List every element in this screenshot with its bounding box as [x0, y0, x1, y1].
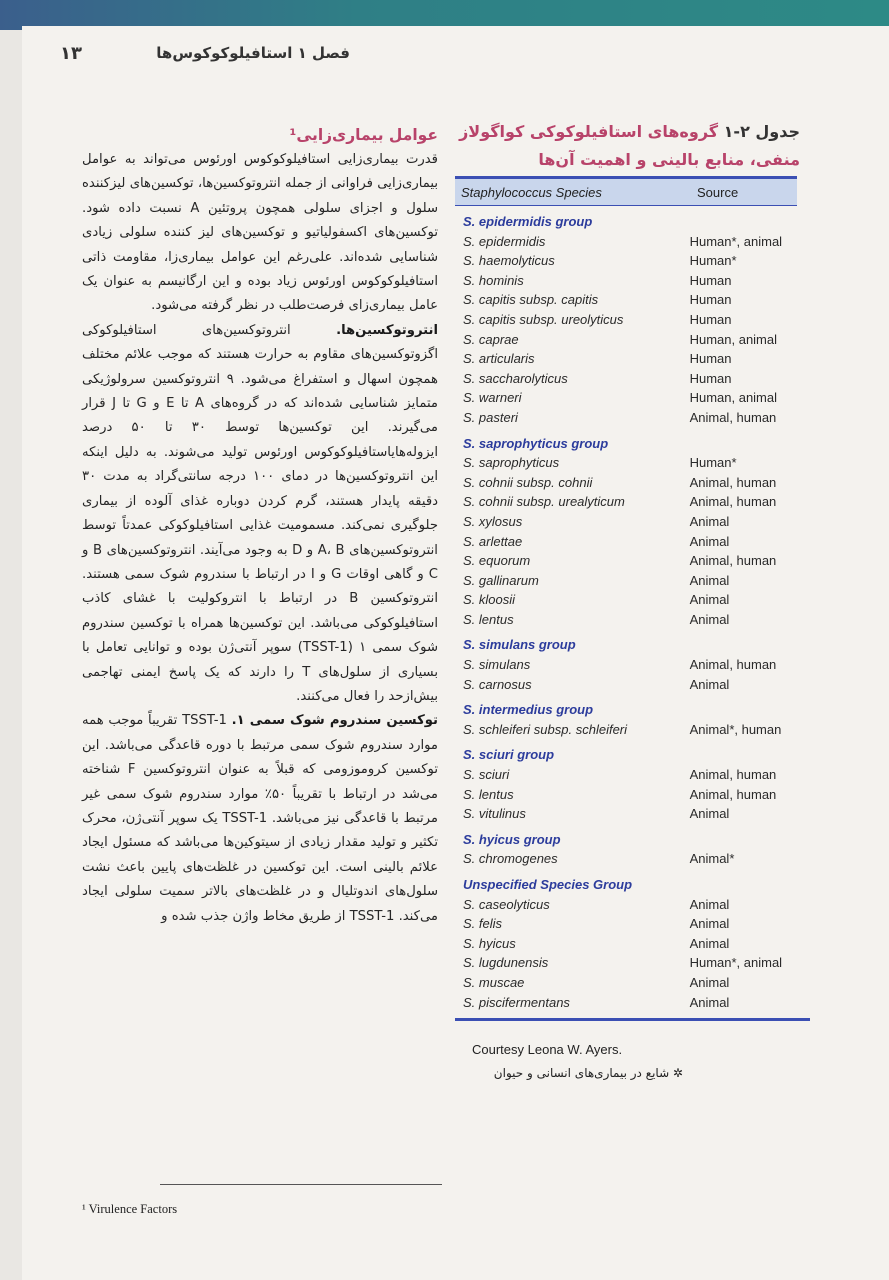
species-source: Animal, human: [689, 786, 777, 802]
species-source: Animal: [689, 572, 730, 588]
table-row: [455, 492, 797, 512]
species-name: S. saprophyticus: [463, 455, 560, 471]
table-row: [455, 232, 797, 252]
species-source: Animal: [689, 994, 730, 1010]
table-row: [455, 408, 797, 428]
species-source: Animal*: [689, 851, 735, 867]
species-name: S. capitis subsp. capitis: [463, 292, 599, 308]
paragraph-2-lead: انتروتوکسین‌ها.: [336, 322, 438, 338]
species-group-heading: Unspecified Species Group: [463, 877, 633, 892]
table-row: [455, 551, 797, 571]
species-source: Animal, human: [689, 767, 777, 783]
table-row: [455, 953, 797, 973]
species-source: Animal: [689, 513, 730, 529]
species-name: S. kloosii: [463, 592, 516, 608]
footnote-rule: [160, 1184, 442, 1185]
species-source: Animal: [689, 935, 730, 951]
species-source: Human: [689, 272, 732, 288]
species-name: S. chromogenes: [463, 851, 558, 867]
table-number: جدول ۲-۱: [723, 122, 800, 141]
table-header: [455, 179, 797, 205]
species-name: S. arlettae: [463, 533, 523, 549]
footnote: ¹ Virulence Factors: [82, 1202, 178, 1216]
species-source: Animal: [689, 592, 730, 608]
table-row: [455, 785, 797, 805]
species-table: [455, 176, 797, 1021]
table-note: ✲ شایع در بیماری‌های انسانی و حیوان: [493, 1066, 683, 1080]
species-source: Animal*, human: [689, 721, 782, 737]
species-source: Human*: [689, 455, 737, 471]
body-text-column: [82, 122, 438, 929]
species-source: Human*: [689, 253, 737, 269]
header-species: Staphylococcus Species: [461, 184, 602, 200]
table-row: [455, 271, 797, 291]
species-name: S. carnosus: [463, 676, 532, 692]
table-row: [455, 934, 797, 954]
species-source: Human: [689, 311, 732, 327]
species-name: S. lentus: [463, 611, 514, 627]
species-source: Animal, human: [689, 657, 777, 673]
table-row: [455, 310, 797, 330]
species-source: Human*, animal: [689, 955, 783, 971]
species-source: Animal, human: [689, 409, 777, 425]
section-heading: عوامل بیماری‌زایی¹: [289, 126, 438, 144]
species-group-heading: S. sciuri group: [463, 747, 555, 763]
table-row: [455, 251, 797, 271]
table-row: [455, 330, 797, 350]
species-source: Human: [689, 370, 732, 386]
species-name: S. hyicus: [463, 935, 516, 951]
table-title: [455, 118, 800, 174]
table-row: [455, 765, 797, 785]
species-name: S. schleiferi subsp. schleiferi: [463, 721, 628, 737]
species-name: S. epidermidis: [463, 233, 546, 249]
species-group-heading: S. intermedius group: [463, 702, 594, 718]
species-group-heading: S. saprophyticus group: [463, 435, 609, 451]
species-name: S. capitis subsp. ureolyticus: [463, 311, 624, 327]
chapter-title: فصل ۱ استافیلوکوکوس‌ها: [156, 44, 350, 62]
species-name: S. gallinarum: [463, 572, 539, 588]
table-bottom-rule: [455, 1018, 810, 1021]
running-head: [60, 40, 350, 66]
species-source: Animal, human: [689, 553, 777, 569]
table-row: [455, 512, 797, 532]
species-name: S. lugdunensis: [463, 955, 549, 971]
species-source: Animal: [689, 974, 730, 990]
header-source: Source: [697, 184, 739, 200]
paragraph-1: قدرت بیماری‌زایی استافیلوکوکوس اورئوس می‌تواند به عوامل بیماری‌زایی فراوانی از جمله انتروتوکسین‌ها، توکسین‌های لیزکننده سلول و اجزای سلولی همچون پروتئین A نسبت داده شود. توکسین‌های اکسفولیاتیو و توکسین‌های لیز کننده سلولی زیادی شناسایی شده‌اند. علی‌رغم این عوامل بیماری‌زا، مقاومت ذاتی استافیلوکوکوس اورئوس زیاد بوده و این ارگانیسم به عنوان یک عامل بیماری‌زای فرصت‌طلب در نظر گرفته می‌شود.: [82, 152, 438, 314]
species-name: S. sciuri: [463, 767, 510, 783]
paragraph-2-body: انتروتوکسین‌های استافیلوکوکی اگزوتوکسین‌های مقاوم به حرارت هستند که موجب علائم مختلف همچون اسهال و استفراغ می‌شود. ۹ انتروتوکسین سرولوژیکی متمایز شناسایی شده‌اند که در گروه‌های A تا E و G تا J قرار می‌گیرند. این توکسین‌ها توسط ۳۰ تا ۵۰ درصد ایزوله‌هایاستافیلوکوکوس اورئوس تولید می‌شوند. به دلیل اینکه این انتروتوکسین‌ها در دمای ۱۰۰ درجه سانتی‌گراد به مدت ۳۰ دقیقه پایدار هستند، گرم کردن دوباره غذای آلوده از بیماری جلوگیری نمی‌کند. مسمومیت غذایی استافیلوکوکی عمدتاً توسط انتروتوکسین‌های A، B و D به وجود می‌آیند. انتروتوکسین‌های B و C و گاهی اوقات G و I در ارتباط با سندروم شوک سمی هستند. انتروتوکسین B در ارتباط با انتروکولیت با غشای کاذب استافیلوکوکی می‌باشد. این توکسین‌ها همراه با توکسین سندروم شوک سمی ۱ (TSST-1) سوپر آنتی‌ژن بوده و توانایی تعامل با بسیاری از سلول‌های T را دارند که یک پاسخ ایمنی تهاجمی بیش‌ازحد را فعال می‌کنند.: [82, 322, 438, 704]
species-source: Animal: [689, 916, 730, 932]
species-name: S. saccharolyticus: [463, 370, 568, 386]
species-name: S. hominis: [463, 272, 524, 288]
species-name: S. warneri: [463, 390, 522, 406]
species-source: Human*, animal: [689, 233, 783, 249]
table-row: [455, 453, 797, 473]
table-row: [455, 895, 797, 915]
species-name: S. haemolyticus: [463, 253, 555, 269]
paragraph-3: [82, 709, 438, 929]
species-source: Animal: [689, 533, 730, 549]
table-row: [455, 914, 797, 934]
table-row: [455, 473, 797, 493]
table-body: [455, 206, 797, 1012]
species-name: S. simulans: [463, 657, 531, 673]
species-name: S. piscifermentans: [463, 994, 570, 1010]
species-source: Human: [689, 292, 732, 308]
table-row: [455, 610, 797, 630]
table-row: [455, 349, 797, 369]
table-row: [455, 590, 797, 610]
paragraph-3-lead: توکسین سندروم شوک سمی ۱.: [231, 713, 438, 729]
species-source: Animal, human: [689, 494, 777, 510]
table-row: [455, 675, 797, 695]
species-name: S. xylosus: [463, 513, 523, 529]
paragraph-3-body: TSST-1 تقریباً موجب همه موارد سندروم شوک سمی مرتبط با دوره قاعدگی می‌باشد. این توکسین کروموزومی که قبلاً به عنوان انتروتوکسین F شناخته می‌شد در ارتباط با تقریباً ۵۰٪ موارد سندروم شوک سمی غیر مرتبط با قاعدگی نیز می‌باشد. TSST-1 یک سوپر آنتی‌ژن، محرک تکثیر و تولید مقدار زیادی از سیتوکین‌ها می‌باشد که مسئول ایجاد علائم بالینی است. این توکسین در غلظت‌های پایین باعث نشت سلول‌های اندوتلیال و در غلظت‌های بالاتر سمیت سلولی ایجاد می‌کند. TSST-1 از طریق مخاط واژن جذب شده و: [82, 713, 438, 924]
table-title-line1: گروه‌های استافیلوکوکی کواگولاز: [459, 122, 719, 141]
table-row: [455, 655, 797, 675]
table-row: [455, 571, 797, 591]
species-name: S. caseolyticus: [463, 896, 550, 912]
table-row: [455, 388, 797, 408]
species-name: S. equorum: [463, 553, 531, 569]
species-name: S. vitulinus: [463, 806, 526, 822]
species-source: Human, animal: [689, 390, 778, 406]
species-source: Animal, human: [689, 474, 777, 490]
table-row: [455, 290, 797, 310]
paragraph-2: [82, 319, 438, 710]
species-source: Human: [689, 351, 732, 367]
table-row: [455, 849, 797, 869]
table-title-line2: منفی، منابع بالینی و اهمیت آن‌ها: [538, 150, 800, 169]
species-source: Animal: [689, 806, 730, 822]
species-group-heading: S. epidermidis group: [463, 214, 593, 229]
species-name: S. cohnii subsp. urealyticum: [463, 494, 625, 510]
species-name: S. pasteri: [463, 409, 518, 425]
table-row: [455, 993, 797, 1013]
species-name: S. felis: [463, 916, 503, 932]
species-name: S. articularis: [463, 351, 535, 367]
species-name: S. cohnii subsp. cohnii: [463, 474, 593, 490]
species-group-heading: S. simulans group: [463, 637, 576, 653]
species-source: Animal: [689, 676, 730, 692]
table-row: [455, 532, 797, 552]
species-name: S. lentus: [463, 786, 514, 802]
species-source: Animal: [689, 896, 730, 912]
table-row: [455, 804, 797, 824]
table-row: [455, 973, 797, 993]
page-number: ۱۳: [60, 42, 82, 64]
table-courtesy: Courtesy Leona W. Ayers.: [472, 1042, 623, 1057]
table-row: [455, 720, 797, 740]
species-name: S. muscae: [463, 974, 525, 990]
species-source: Animal: [689, 611, 730, 627]
species-name: S. caprae: [463, 331, 519, 347]
species-source: Human, animal: [689, 331, 778, 347]
species-group-heading: S. hyicus group: [463, 831, 561, 847]
table-row: [455, 369, 797, 389]
